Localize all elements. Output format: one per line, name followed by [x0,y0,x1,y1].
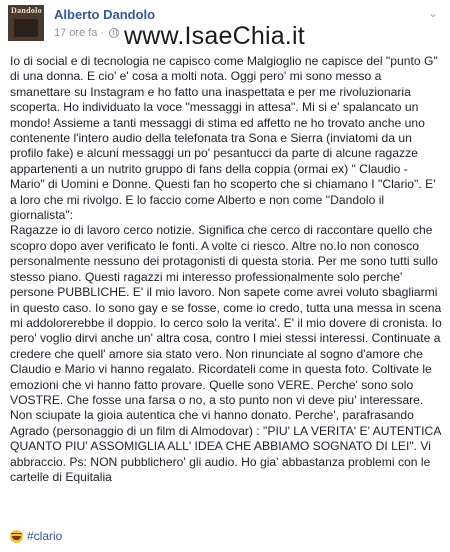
avatar-figure [14,19,38,37]
post-time[interactable]: 17 ore fa [54,27,98,39]
laughing-emoji-icon [10,530,23,543]
author-name[interactable]: Alberto Dandolo [54,7,156,22]
avatar-label: Dandolo [11,6,42,15]
meta-separator: · [100,27,105,39]
avatar[interactable] [8,5,44,41]
post-meta [54,27,119,39]
hashtag-link[interactable]: #clario [27,529,63,543]
chevron-down-icon[interactable]: ⌄ [428,8,438,20]
globe-icon [109,28,119,38]
watermark: www.IsaeChia.it [124,22,305,50]
hashtag-line [10,529,62,543]
post-body: Io di social e di tecnologia ne capisco come Malgioglio ne capisce del "punto G" di una donna. E cio' e' cosa a molti nota. Oggi pero' mi sono messo a smanettare su Instagram e ho fatto una inaspettata e per me rivoluzionaria scoperta. Ho individuato la voce "messaggi in attesa". Mi si e' spalancato un mondo! Assieme a tanti messaggi di stima ed affetto ne ho trovato anche uno contenente l'intero audio della telefonata tra Sona e Sierra (inviatomi da un profilo fake) e alcuni messaggi un po' pesantucci da parte di alcune ragazze appartenenti a un nutrito gruppo di fans della coppia (ormai ex) " Claudio - Mario" di Uomini e Donne. Questi fan ho scoperto che si chiamano I "Clario". E' a loro che mi rivolgo. E lo faccio come Alberto e non come "Dandolo il giornalista": Ragazze io di lavoro cerco notizie. Significa che cerco di raccontare quello che scopro dopo aver verificato le fonti. A volte ci riesco. Altre no.Io non conosco personalmente nessuno dei protagonisti di questa storia. Per me sono tutti sullo stesso piano. Questi ragazzi mi interesso professionalmente solo perche' persone PUBBLICHE. E' il mio lavoro. Non sapete come avrei voluto sbagliarmi in questo caso. Io sono gay e se fosse, come io credo, tutta una messa in scena mi addolorerebbe il doppio. Io cerco solo la verita'. E' il mio dovere di cronista. Io pero' voglio dirvi anche un' altra cosa, contro I miei stessi interessi. Continuate a credere che quell' amore sia stato vero. Non rinunciate al sogno d'amore che Claudio e Mario vi hanno regalato. Ricordateli come in questa foto. Coltivate le emozioni che vi hanno fatto provare. Quelle sono VERE. Perche' sono solo VOSTRE. Che fosse una farsa o no, a sto punto non vi deve piu' interessare. Non sciupate la gioia autentica che vi hanno donato. Perche', parafrasando Agrado (personaggio di un film di Almodovar) : "PIU' LA VERITA' E' AUTENTICA QUANTO PIU' ASSOMIGLIA ALL' IDEA CHE ABBIAMO SOGNATO DI LEI". Vi abbraccio. Ps: NON pubblichero' gli audio. Ho gia' abbastanza problemi con le cartelle di Equitalia [10,54,442,484]
